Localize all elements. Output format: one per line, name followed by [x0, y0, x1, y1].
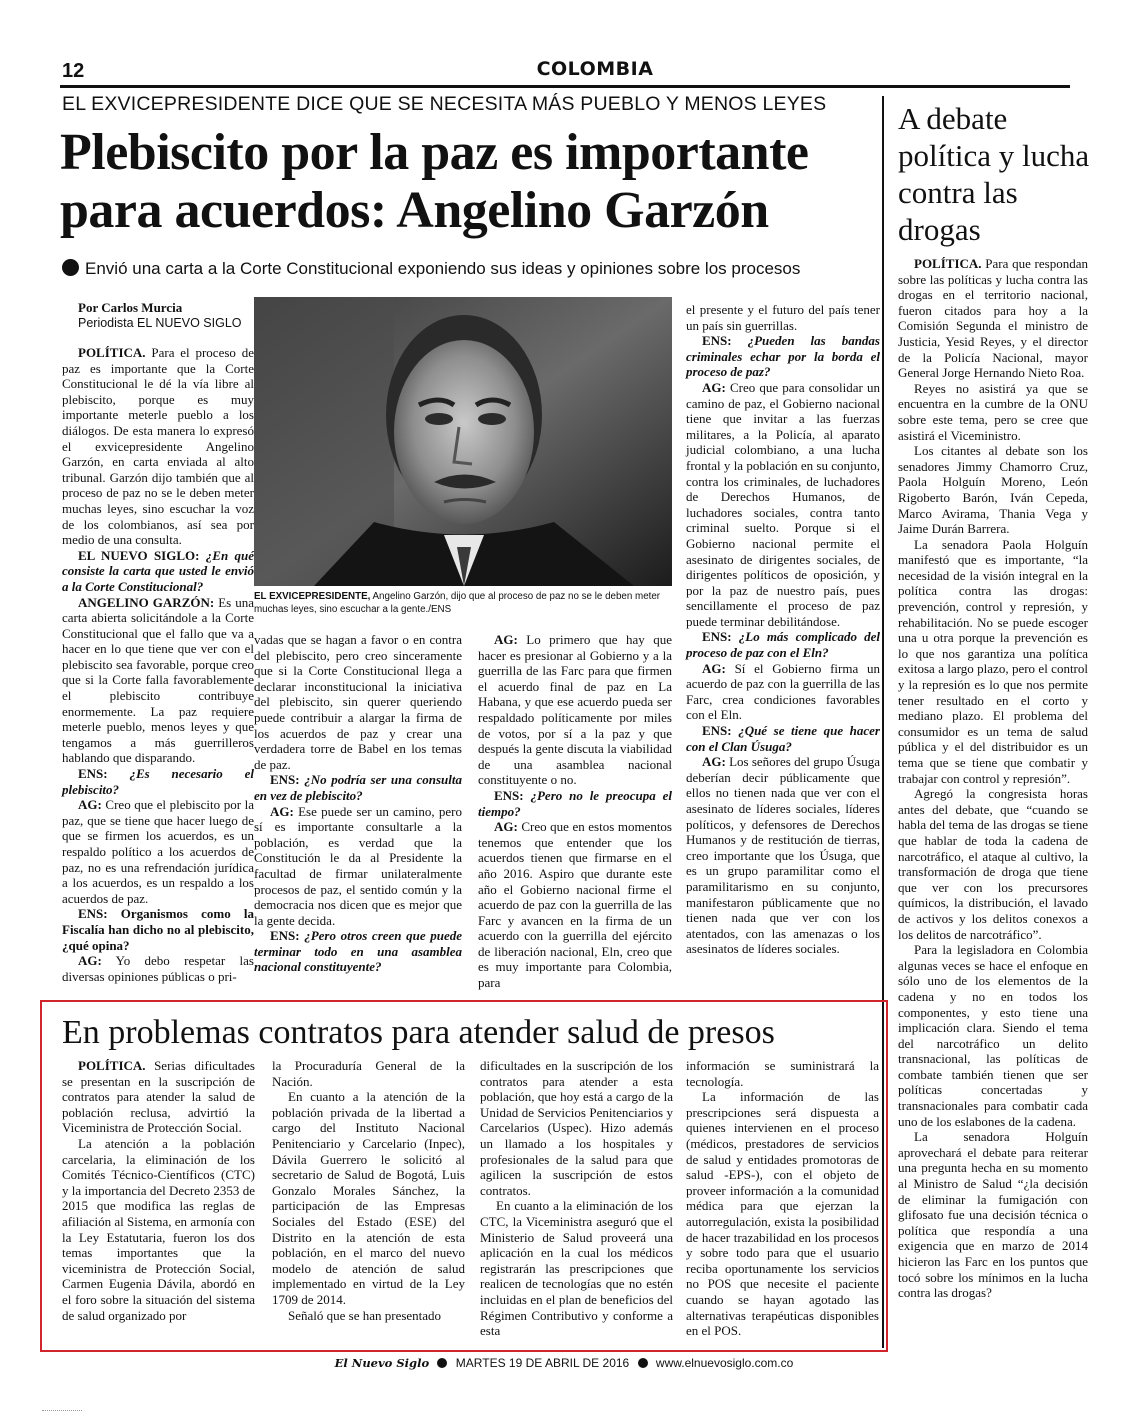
sidebar-title: A debate política y lucha contra las drogas — [898, 101, 1090, 247]
paragraph — [686, 661, 880, 723]
paragraph-text: Para el proceso de paz es importante que la Corte Constitucional le dé la vía libre al plebiscito, porque es muy importante meterle pueblo a los diálogos. De esta manera lo expresó el exvicepresidente Angelino Garzón, en carta enviada al alto tribunal. Garzón dijo también que al proceso de paz no se le deben meter muchas leyes, sino escuchar la voz de los colombianos, así sea por medio de una consulta. — [62, 345, 254, 548]
main-column-1 — [62, 345, 254, 984]
paragraph — [898, 942, 1088, 1129]
paragraph — [272, 1089, 465, 1307]
paragraph — [898, 381, 1088, 443]
paragraph — [254, 928, 462, 975]
paragraph-lead: POLÍTICA. — [78, 1058, 146, 1073]
paragraph-text: La senadora Holguín aprovechará el debate para reiterar una pregunta hecha en su momento al Ministro de Salud “¿la decisión de eliminar la fumigación con glifosato fue una decisión técnica o política que respondía a una exigencia que en marzo de 2014 hicieron las Farc en los puntos que tocó sobre los mínimos en la lucha contra las drogas? — [898, 1129, 1088, 1301]
interview-question: ¿Pero otros creen que puede terminar todo en una asamblea nacional constituyente? — [254, 928, 462, 975]
main-column-3 — [478, 632, 672, 991]
paragraph-text: el presente y el futuro del país tener un país sin guerrillas. — [686, 302, 880, 333]
page-number: 12 — [62, 60, 85, 82]
paragraph-text: Lo primero que hay que hacer es presionar al Gobierno y a la guerrilla de las Farc para que firmen el acuerdo final de paz en La Habana, y que ese acuerdo pueda ser respaldado políticamente por miles de votos, por sí a la paz y que después la gente discuta la viabilidad de una asamblea nacional constituyente o no. — [478, 632, 672, 788]
paragraph-text: Para que respondan sobre las políticas y lucha contra las drogas en el territorio nacional, fueron citados para hoy a la Comisión Segunda el ministro de Justicia, Yesid Reyes, y el director de la Policía Nacional, mayor General Jorge Hernando Nieto Roa. — [898, 256, 1088, 381]
paragraph — [254, 632, 462, 772]
paragraph-text: Sí el Gobierno firma un acuerdo de paz con la guerrilla de las Farc, crea condiciones favorables con el Eln. — [686, 660, 880, 723]
caption-text: Angelino Garzón, dijo que al proceso de paz no se le deben meter muchas leyes, sino escuchar a la gente./ENS — [254, 591, 661, 615]
paragraph-text: la Procuraduría General de la Nación. — [272, 1058, 465, 1089]
paragraph — [686, 380, 880, 630]
paragraph-lead: POLÍTICA. — [78, 345, 146, 360]
paragraph-lead: AG: — [702, 379, 726, 395]
paragraph-text: Los señores del grupo Úsuga deberían decir públicamente que ellos no tienen nada que ver con el asesinato de líderes sociales, líderes políticos, y defensores de Derechos Humanos y de restitución de tierras, creo importante que los Úsuga, que es un grupo paramilitar como el paramilitarismo en su conjunto, manifestaron públicamente que no tienen nada que ver con los atentados, con las amenazas o los asesinatos de líderes sociales. — [686, 754, 881, 957]
paragraph-text: Es una carta abierta solicitándole a la Corte Constitucional que el fallo que va a hacer en lo que tiene que ver con el plebiscito sea favorable, porque creo que si la Corte falla favorablemente el plebiscito contribuye enormemente. La paz requiere meterle pueblo, menos leyes y que tengamos a más guerrilleros hablando que disparando. — [62, 594, 254, 766]
paragraph-text: Creo que el plebiscito por la paz, que se tiene que hacer luego de que se firmen los acuerdos, es un respaldo político a los acuerdos de paz, no es una refrendación jurídica a los acuerdos, es un respaldo a los acuerdos de paz. — [62, 797, 254, 906]
paragraph-text: La atención a la población carcelaria, la eliminación de los Comités Técnico-Científicos (CTC) y la importancia del Decreto 2353 de 2015 que modifica las reglas de afiliación al Sistema, en armonía con la Ley Estatutaria, fueron los dos temas importantes que la viceministra de Protección Social, Carmen Eugenia Dávila, abordó en el foro sobre la situación del sistema de salud organizado por — [62, 1135, 255, 1323]
paragraph — [62, 595, 254, 767]
paragraph-text: Para la legisladora en Colombia algunas veces se hace el enfoque en sólo uno de los elementos de la cadena y no en todos los componentes, y esto tiene una implicación clara. Siendo el tema del narcotráfico un delito transnacional, las políticas de combate también tienen que ser políticas concertadas y transnacionales para combatir cada uno de los eslabones de la cadena. — [898, 942, 1088, 1129]
caption-lead: EL EXVICEPRESIDENTE, — [254, 591, 371, 602]
paragraph — [686, 333, 880, 380]
header-rule — [60, 85, 1070, 88]
paragraph — [62, 1136, 255, 1323]
paragraph — [62, 548, 254, 595]
boxed-column-3 — [480, 1058, 673, 1339]
paragraph-lead: ENS: — [494, 787, 524, 803]
paragraph-lead: ENS: — [78, 906, 108, 922]
paragraph-lead: ENS: — [702, 333, 732, 349]
interview-question: ¿En qué consiste la carta que usted le envió a la Corte Constitucional? — [62, 547, 255, 594]
paragraph — [62, 766, 254, 797]
paragraph-text: La información de las prescripciones será dispuesta a quienes intervienen en el proceso (médicos, prestadores de servicios de salud y entidades promotoras de salud -EPS-), con el objeto de proveer información a la comunidad médica para que ejerzan la autorregulación, exista la posibilidad de hacer trazabilidad en los procesos y sobre todo para que el usuario reciba oportunamente los servicios no POS que necesite el paciente cuando se hayan agotado las alternativas terapéuticas disponibles en el POS. — [686, 1089, 879, 1339]
story-kicker: EL EXVICEPRESIDENTE DICE QUE SE NECESITA MÁS PUEBLO Y MENOS LEYES — [62, 93, 827, 115]
interview-question: ¿Pero no le preocupa el tiempo? — [478, 787, 672, 819]
section-title: COLOMBIA — [536, 58, 654, 80]
interview-question: Organismos como la Fiscalía han dicho no al plebiscito, ¿qué opina? — [62, 906, 254, 953]
boxed-column-2 — [272, 1058, 465, 1323]
paragraph — [272, 1308, 465, 1324]
paragraph — [898, 443, 1088, 537]
paragraph — [478, 819, 672, 991]
paragraph-lead: AG: — [702, 754, 726, 770]
interview-question: ¿Pueden las bandas criminales echar por la borda el proceso de paz? — [686, 333, 880, 380]
main-column-2 — [254, 632, 462, 975]
photo-caption — [254, 590, 672, 616]
paragraph — [898, 1129, 1088, 1301]
byline-name: Por Carlos Murcia — [78, 300, 183, 315]
bullet-icon — [638, 1358, 648, 1368]
byline-role: Periodista EL NUEVO SIGLO — [78, 316, 242, 330]
paragraph — [480, 1058, 673, 1198]
story-headline: Plebiscito por la paz es importante para acuerdos: Angelino Garzón — [60, 124, 809, 239]
paragraph-text: Creo que para consolidar un camino de paz, el Gobierno nacional tiene que invitar a las fuerzas militares, a la Policía, al aparato judicial colombiano, a una lucha frontal y la población en su conjunto, contra los criminales, de luchadores de Derechos Humanos, de luchadores sociales, contra tanto criminal suelto. Porque si el Gobierno nacional permite el asesinato de dirigentes sociales, de dirigentes políticos de oposición, y por la paz de nuestro país, pues sencillamente el proceso de paz puede terminar debilitándose. — [686, 379, 880, 629]
paragraph — [254, 772, 462, 803]
paragraph-lead: ANGELINO GARZÓN: — [78, 594, 215, 610]
boxed-column-4 — [686, 1058, 879, 1339]
paragraph-lead: AG: — [494, 632, 518, 647]
paragraph — [686, 629, 880, 660]
paragraph-text: En cuanto a la atención de la población privada de la libertad a cargo del Instituto Nacional Penitenciario y Carcelario (Inpec), Dávila Guerrero le solicitó al secretario de Salud de Bogotá, Luis Gonzalo Morales Sánchez, la participación de las Empresas Sociales del Estado (ESE) del Distrito en la atención de esta población, en el marco del nuevo modelo de atención de salud implementado en virtud de la Ley 1709 de 2014. — [272, 1089, 465, 1307]
paragraph-text: Señaló que se han presentado — [288, 1307, 442, 1323]
paragraph — [62, 953, 254, 984]
paragraph — [898, 537, 1088, 787]
paragraph — [686, 302, 880, 333]
bullet-icon — [437, 1358, 447, 1368]
paragraph-lead: AG: — [494, 819, 518, 835]
paragraph-lead: AG: — [702, 660, 726, 676]
byline — [78, 300, 242, 330]
paragraph — [272, 1058, 465, 1089]
paragraph — [62, 1058, 255, 1136]
main-column-4 — [686, 302, 880, 957]
paragraph-text: dificultades en la suscripción de los contratos para atender a esta población, que hoy está a cargo de la Unidad de Servicios Penitenciarios y Carcelarios (Uspec). Hizo además un llamado a los hospitales y profesionales de la salud para que agilicen la suscripción de estos contratos. — [480, 1058, 673, 1198]
interview-question: ¿Qué se tiene que hacer con el Clan Úsuga? — [686, 723, 880, 754]
interview-question: ¿Es necesario el plebiscito? — [62, 766, 254, 797]
paragraph-text: Creo que en estos momentos tenemos que entender que los acuerdos tienen que firmarse en el año 2016. Aspiro que durante este año el Gobierno nacional firme el acuerdo de paz con la guerrilla de las Farc y avancen en la firma de un acuerdo con la guerrilla del ejército de liberación nacional, Eln, creo que es muy importante para Colombia, para — [478, 819, 672, 991]
boxed-column-1 — [62, 1058, 255, 1323]
paragraph-text: Los citantes al debate son los senadores Jimmy Chamorro Cruz, Paola Holguín Moreno, León Rigoberto Barón, Iván Cepeda, Marco Avirama, Thania Vega y Jaime Durán Barrera. — [898, 443, 1088, 537]
paragraph — [62, 345, 254, 548]
boxed-story-title: En problemas contratos para atender salud de presos — [62, 1014, 775, 1051]
angelino-garzon-photo — [254, 297, 672, 586]
paragraph-text: Serias dificultades se presentan en la suscripción de contratos para atender la salud de población reclusa, advirtió la Viceministra de Protección Social. — [62, 1058, 255, 1136]
paragraph-text: Ese puede ser un camino, pero sí es importante consultarle a la población, es verdad que la Constitución le da al Presidente la facultad de firmar unilateralmente procesos de paz, el sentido común y la democracia nos dicen que es mejor que la gente decida. — [254, 803, 462, 928]
paragraph-text: vadas que se hagan a favor o en contra del plebiscito, pero creo sinceramente que si la Corte Constitucional llega a declarar inconstitucional la iniciativa del plebiscito, sin querer queriendo puede contribuir a alargar la firma de los acuerdos de paz y crear una verdadera torre de Babel en los temas de paz. — [254, 632, 462, 772]
paragraph-lead: ENS: — [270, 928, 300, 944]
paragraph — [686, 723, 880, 754]
paragraph-lead: ENS: — [78, 766, 108, 782]
paragraph-lead: ENS: — [702, 629, 732, 645]
paragraph — [254, 804, 462, 929]
paragraph-lead: AG: — [78, 953, 102, 969]
footer-brand: El Nuevo Siglo — [334, 1356, 430, 1370]
paragraph-text: Yo debo respetar las diversas opiniones públicas o pri- — [62, 953, 254, 984]
scan-artifact — [42, 1410, 82, 1414]
paragraph-lead: POLÍTICA. — [914, 256, 982, 271]
paragraph — [686, 1058, 879, 1089]
paragraph — [898, 786, 1088, 942]
paragraph — [478, 632, 672, 788]
paragraph-lead: ENS: — [270, 772, 300, 788]
paragraph — [62, 797, 254, 906]
paragraph-text: Agregó la congresista horas antes del debate, que “cuando se habla del tema de las drogas se tiene que hablar de toda la cadena de narcotráfico, el ataque al cultivo, la transformación de droga que tiene que ver con los precursores químicos, la distribución, el lavado de activos y los delitos conexos a los delitos de narcotráfico”. — [898, 786, 1088, 942]
paragraph-lead: ENS: — [702, 723, 732, 739]
paragraph-lead: EL NUEVO SIGLO: — [78, 547, 200, 563]
sidebar-column — [898, 256, 1088, 1301]
story-lede — [62, 259, 800, 279]
footer-date: MARTES 19 DE ABRIL DE 2016 — [455, 1356, 630, 1370]
paragraph — [686, 1089, 879, 1339]
paragraph — [686, 754, 880, 957]
interview-question: ¿Lo más complicado del proceso de paz con el Eln? — [686, 629, 880, 661]
paragraph — [478, 788, 672, 819]
paragraph — [480, 1198, 673, 1338]
paragraph-lead: AG: — [78, 797, 102, 813]
page-footer — [0, 1356, 1128, 1370]
bullet-icon — [62, 259, 79, 276]
paragraph-text: Reyes no asistirá ya que se encuentra en la cumbre de la ONU sobre este tema, pero se cree que asistirá el Viceministro. — [898, 380, 1088, 443]
paragraph — [898, 256, 1088, 381]
interview-question: ¿No podría ser una consulta en vez de plebiscito? — [254, 772, 462, 803]
paragraph-text: En cuanto a la eliminación de los CTC, la Viceministra aseguró que el Ministerio de Salud proveerá una aplicación en la cual los médicos registrarán las prescripciones que realicen de tecnologías que no estén incluidas en el plan de beneficios del Régimen Contributivo y conforme a esta — [480, 1198, 673, 1339]
photo-svg — [254, 297, 672, 586]
paragraph-text: La senadora Paola Holguín manifestó que es importante, “la necesidad de la visión integral en la política contra las drogas: prevención, control y represión, y rehabilitación. No se puede escoger una u otra porque la prevención es lo que nos garantiza una política exitosa a largo plazo, pero el control y la represión es lo que nos permite tener resultado en el corto y mediano plazo. El problema del consumidor es un tema de salud pública y el del distribuidor es un tema que se tiene que combatir y trabajar con control y represión”. — [898, 536, 1088, 786]
paragraph — [62, 906, 254, 953]
footer-url[interactable]: www.elnuevosiglo.com.co — [655, 1356, 794, 1370]
paragraph-text: información se suministrará la tecnología. — [686, 1058, 879, 1089]
paragraph-lead: AG: — [270, 803, 294, 819]
story-lede-text: Envió una carta a la Corte Constitucional exponiendo sus ideas y opiniones sobre los procesos — [85, 259, 801, 278]
